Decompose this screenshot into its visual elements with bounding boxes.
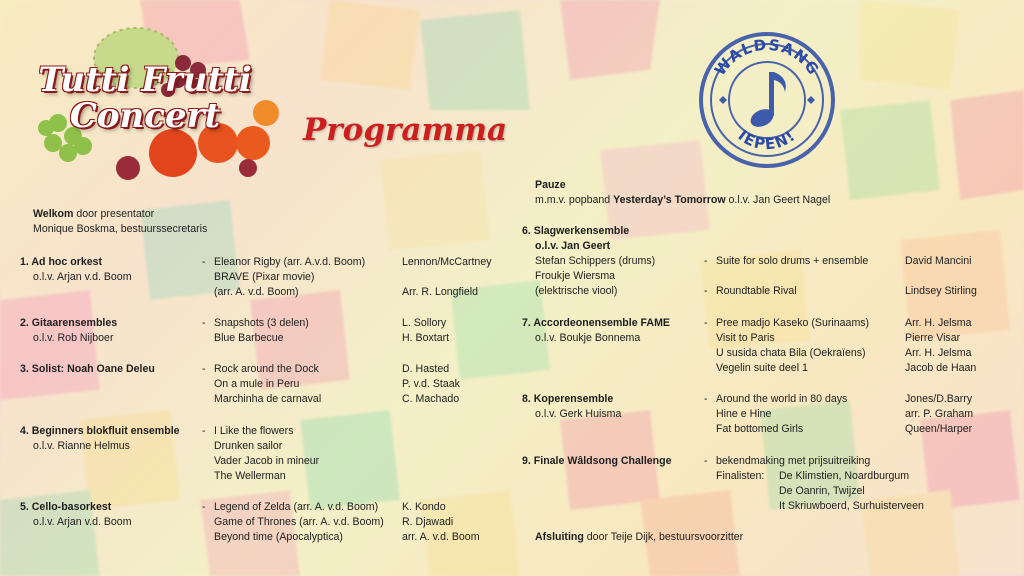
stamp-bottom-text: IEPEN!: [734, 126, 800, 154]
section-7-piece: Visit to Paris: [716, 332, 775, 344]
section-7-leader: o.l.v. Boukje Bonnema: [535, 332, 641, 344]
section-6-title: 6. Slagwerkensemble: [522, 225, 630, 237]
waldsang-iepen-stamp-logo: [693, 30, 841, 170]
finalist-item: De Klimstien, Noardburgum: [779, 470, 910, 482]
svg-text:WALDSANG: [711, 36, 823, 79]
section-5-composer: R. Djawadi: [402, 516, 454, 528]
section-1-piece: BRAVE (Pixar movie): [214, 271, 315, 283]
title-line-1: Tutti Frutti: [38, 60, 252, 100]
pauze-post: o.l.v. Jan Geert Nagel: [725, 194, 831, 206]
section-2-composer: H. Boxtart: [402, 332, 450, 344]
section-9-piece: bekendmaking met prijsuitreiking: [716, 455, 871, 467]
afsluiting-line: [535, 530, 743, 546]
section-3-title: 3. Solist: Noah Oane Deleu: [20, 363, 155, 375]
pauze-pre: m.m.v. popband: [535, 194, 614, 206]
section-7-piece: Vegelin suite deel 1: [716, 362, 808, 374]
pauze-band: Yesterday’s Tomorrow: [613, 194, 726, 206]
section-2-title: 2. Gitaarensembles: [20, 317, 118, 329]
finalists-label: Finalisten:: [716, 470, 765, 482]
section-5-piece: Game of Thrones (arr. A. v.d. Boom): [214, 516, 384, 528]
dash: -: [202, 425, 206, 437]
dash: -: [202, 317, 206, 329]
section-6-performer: (elektrische viool): [535, 285, 618, 297]
section-4-piece: I Like the flowers: [214, 425, 294, 437]
section-6-piece: Suite for solo drums + ensemble: [716, 255, 869, 267]
section-4-leader: o.l.v. Rianne Helmus: [33, 440, 130, 452]
section-6-leader: o.l.v. Jan Geert: [535, 240, 611, 252]
section-8-piece: Fat bottomed Girls: [716, 423, 804, 435]
section-3-piece: On a mule in Peru: [214, 378, 300, 390]
dash: -: [202, 363, 206, 375]
welcome-line: [33, 207, 154, 223]
section-7-composer: Arr. H. Jelsma: [905, 317, 972, 329]
section-7-title: 7. Accordeonensemble FAME: [522, 317, 670, 329]
dash: -: [704, 455, 708, 467]
section-7-piece: U susida chata Bila (Oekraïens): [716, 347, 866, 359]
section-6-piece: Roundtable Rival: [716, 285, 797, 297]
section-4-piece: Drunken sailor: [214, 440, 283, 452]
section-8-title: 8. Koperensemble: [522, 393, 614, 405]
section-5-piece: Beyond time (Apocalyptica): [214, 531, 343, 543]
section-8-composer: arr. P. Graham: [905, 408, 974, 420]
section-6-performer: Stefan Schippers (drums): [535, 255, 656, 267]
section-5-title: 5. Cello-basorkest: [20, 501, 112, 513]
section-8-piece: Around the world in 80 days: [716, 393, 848, 405]
section-7-composer: Pierre Visar: [905, 332, 961, 344]
section-1-composer: Arr. R. Longfield: [402, 286, 478, 298]
section-2-piece: Blue Barbecue: [214, 332, 284, 344]
title-line-2: Concert: [69, 96, 221, 136]
section-1-composer: Lennon/McCartney: [402, 256, 492, 268]
section-5-leader: o.l.v. Arjan v.d. Boom: [33, 516, 132, 528]
section-8-piece: Hine e Hine: [716, 408, 772, 420]
programma-heading: Programma: [303, 112, 508, 148]
section-3-piece: Rock around the Dock: [214, 363, 319, 375]
section-1-title: 1. Ad hoc orkest: [20, 256, 103, 268]
finalist-item: De Oanrin, Twijzel: [779, 485, 865, 497]
dash: -: [704, 317, 708, 329]
afsluiting-bold: Afsluiting: [535, 531, 584, 543]
welcome-presenter: Monique Boskma, bestuurssecretaris: [33, 223, 208, 235]
section-3-composer: C. Machado: [402, 393, 460, 405]
dash: -: [704, 255, 708, 267]
welcome-bold: Welkom: [33, 208, 74, 220]
section-2-composer: L. Sollory: [402, 317, 447, 329]
section-6-composer: David Mancini: [905, 255, 972, 267]
section-5-piece: Legend of Zelda (arr. A. v.d. Boom): [214, 501, 379, 513]
section-6-composer: Lindsey Stirling: [905, 285, 977, 297]
dash: -: [704, 393, 708, 405]
section-4-piece: The Wellerman: [214, 470, 286, 482]
section-6-performer: Froukje Wiersma: [535, 270, 616, 282]
pauze-details: [535, 193, 830, 209]
section-7-piece: Pree madjo Kaseko (Surinaams): [716, 317, 870, 329]
section-1-piece: (arr. A. v.d. Boom): [214, 286, 299, 298]
finalist-item: It Skriuwboerd, Surhuisterveen: [779, 500, 924, 512]
section-7-composer: Jacob de Haan: [905, 362, 977, 374]
section-1-piece: Eleanor Rigby (arr. A.v.d. Boom): [214, 256, 366, 268]
section-3-piece: Marchinha de carnaval: [214, 393, 322, 405]
section-8-leader: o.l.v. Gerk Huisma: [535, 408, 622, 420]
section-3-composer: P. v.d. Staak: [402, 378, 460, 390]
svg-text:IEPEN!: [735, 126, 800, 153]
dash: -: [704, 285, 708, 297]
concert-title: [30, 62, 260, 134]
pauze-title: Pauze: [535, 179, 566, 191]
dash: -: [202, 501, 206, 513]
section-4-title: 4. Beginners blokfluit ensemble: [20, 425, 180, 437]
section-2-leader: o.l.v. Rob Nijboer: [33, 332, 114, 344]
dash: -: [202, 256, 206, 268]
section-5-composer: arr. A. v.d. Boom: [402, 531, 480, 543]
section-8-composer: Queen/Harper: [905, 423, 973, 435]
stamp-top-text: WALDSANG: [710, 35, 824, 79]
section-9-title: 9. Finale Wâldsong Challenge: [522, 455, 672, 467]
welcome-rest: door presentator: [73, 208, 155, 220]
afsluiting-rest: door Teije Dijk, bestuursvoorzitter: [583, 531, 744, 543]
section-8-composer: Jones/D.Barry: [905, 393, 973, 405]
section-5-composer: K. Kondo: [402, 501, 446, 513]
section-2-piece: Snapshots (3 delen): [214, 317, 309, 329]
section-3-composer: D. Hasted: [402, 363, 450, 375]
section-1-leader: o.l.v. Arjan v.d. Boom: [33, 271, 132, 283]
section-4-piece: Vader Jacob in mineur: [214, 455, 320, 467]
section-7-composer: Arr. H. Jelsma: [905, 347, 972, 359]
